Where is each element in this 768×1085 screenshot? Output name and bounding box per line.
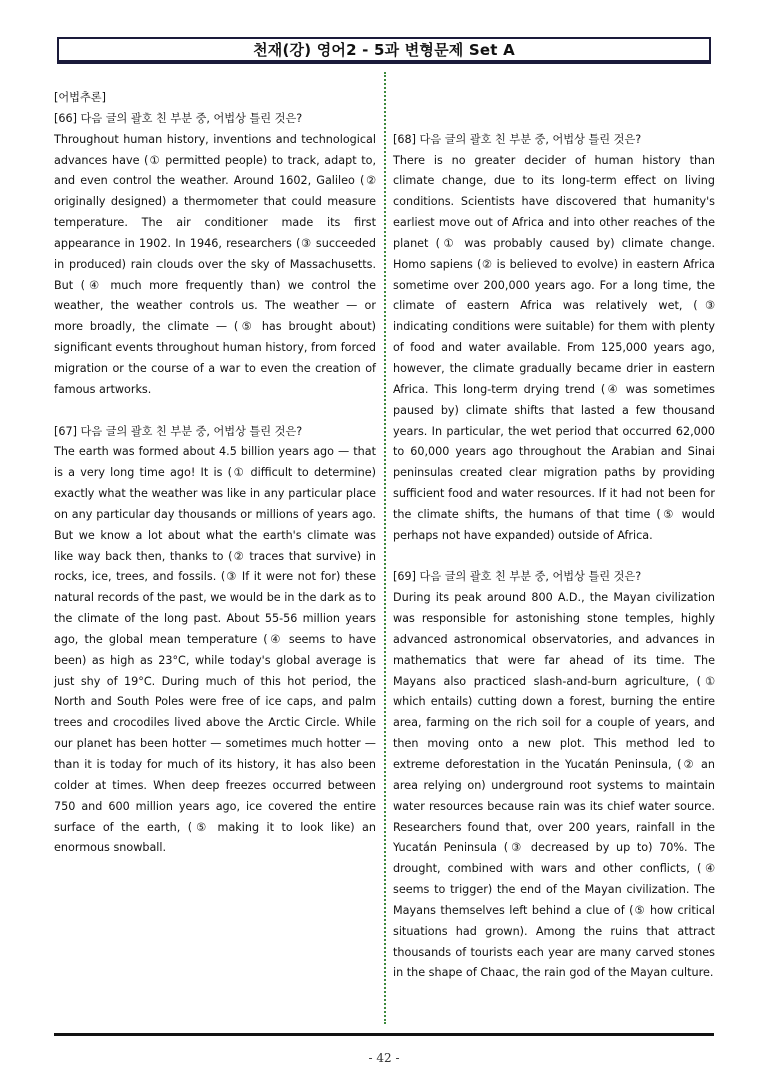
question-69-heading: [69] 다음 글의 괄호 친 부분 중, 어법상 틀린 것은? [393,570,642,584]
question-69-passage: During its peak around 800 A.D., the Mayan civilization was responsible for astonishing stone temples, highly advanced astronomical observatories, and advances in mathematics that were far ahead of its time. The Mayans also practiced slash-and-burn agriculture, (① which entails) cutting down a forest, burning the entire area, farming on the rich soil for a couple of years, and then moving onto a new plot. This method led to extreme deforestation in the Yucatán Peninsula, (② an area relying on) underground root systems to maintain water resources because rain was its chief water source. Researchers found that, over 200 years, rainfall in the Yucatán Peninsula (③ decreased by up to) 70%. The drought, combined with wars and other conflicts, (④ seems to trigger) the end of the Mayan civilization. The Mayans themselves left behind a clue of (⑤ how critical situations had grown). Among the ruins that attract thousands of tourists each year are many carved stones in the shape of Chaac, the rain god of the Mayan culture. [393,591,715,980]
worksheet-title-box [57,37,711,64]
question-68-heading: [68] 다음 글의 괄호 친 부분 중, 어법상 틀린 것은? [393,132,642,146]
worksheet-title: 천재(강) 영어2 - 5과 변형문제 Set A [253,41,515,59]
question-66-heading: [66] 다음 글의 괄호 친 부분 중, 어법상 틀린 것은? [54,111,303,125]
section-label: [어법추론] [54,91,106,104]
question-67-passage: The earth was formed about 4.5 billion years ago — that is a very long time ago! It is (① difficult to determine) exactly what the weather was like in any particular place on any particular day thousands or millions of years ago. But we know a lot about what the earth's climate was like way back then, thanks to (② traces that survive) in rocks, ice, trees, and fossils. (③ If it were not for) these natural records of the past, we would be in the dark as to the climate of the long past. About 55-56 million years ago, the global mean temperature (④ seems to have been) as high as 23°C, while today's global average is just shy of 19°C. During much of this hot period, the North and South Poles were free of ice caps, and palm trees and crocodiles lived above the Arctic Circle. While our planet has been hotter — sometimes much hotter — than it is today for much of its history, it has also been colder at times. When deep freezes occurred between 750 and 600 million years ago, ice covered the entire surface of the earth, (⑤ making it to look like) an enormous snowball. [54,445,376,855]
right-column [393,88,715,984]
left-column [54,88,376,859]
question-68-passage: There is no greater decider of human history than climate change, due to its long-term effect on living conditions. Scientists have discovered that humanity's earliest move out of Africa and into other reaches of the planet (① was probably caused by) climate change. Homo sapiens (② is believed to evolve) in eastern Africa sometime over 200,000 years ago. For a long time, the climate of eastern Africa was relatively wet, (③ indicating conditions were suitable) for them with plenty of food and water available. From 125,000 years ago, however, the climate gradually became drier in eastern Africa. This long-term drying trend (④ was sometimes paused by) climate shifts that lasted a few thousand years. In particular, the wet period that occurred 62,000 to 60,000 years ago throughout the Arabian and Sinai peninsulas created clear migration paths by providing sufficient food and water resources. If it had not been for the climate shifts, the humans of that time (⑤ would perhaps not have expanded) outside of Africa. [393,153,715,542]
footer-rule [54,1033,714,1036]
question-66-passage: Throughout human history, inventions and technological advances have (① permitted people) to track, adapt to, and even control the weather. Around 1602, Galileo (② originally designed) a thermometer that could measure temperature. The air conditioner made its first appearance in 1902. In 1946, researchers (③ succeeded in produced) rain clouds over the sky of Massachusetts. But (④ much more frequently than) we control the weather, the weather controls us. The weather — or more broadly, the climate — (⑤ has brought about) significant events throughout human history, from forced migration or the course of a war to even the creation of famous artworks. [54,132,376,396]
page-number: - 42 - [368,1051,400,1065]
column-divider [384,72,386,1024]
question-67-heading: [67] 다음 글의 괄호 친 부분 중, 어법상 틀린 것은? [54,424,303,438]
